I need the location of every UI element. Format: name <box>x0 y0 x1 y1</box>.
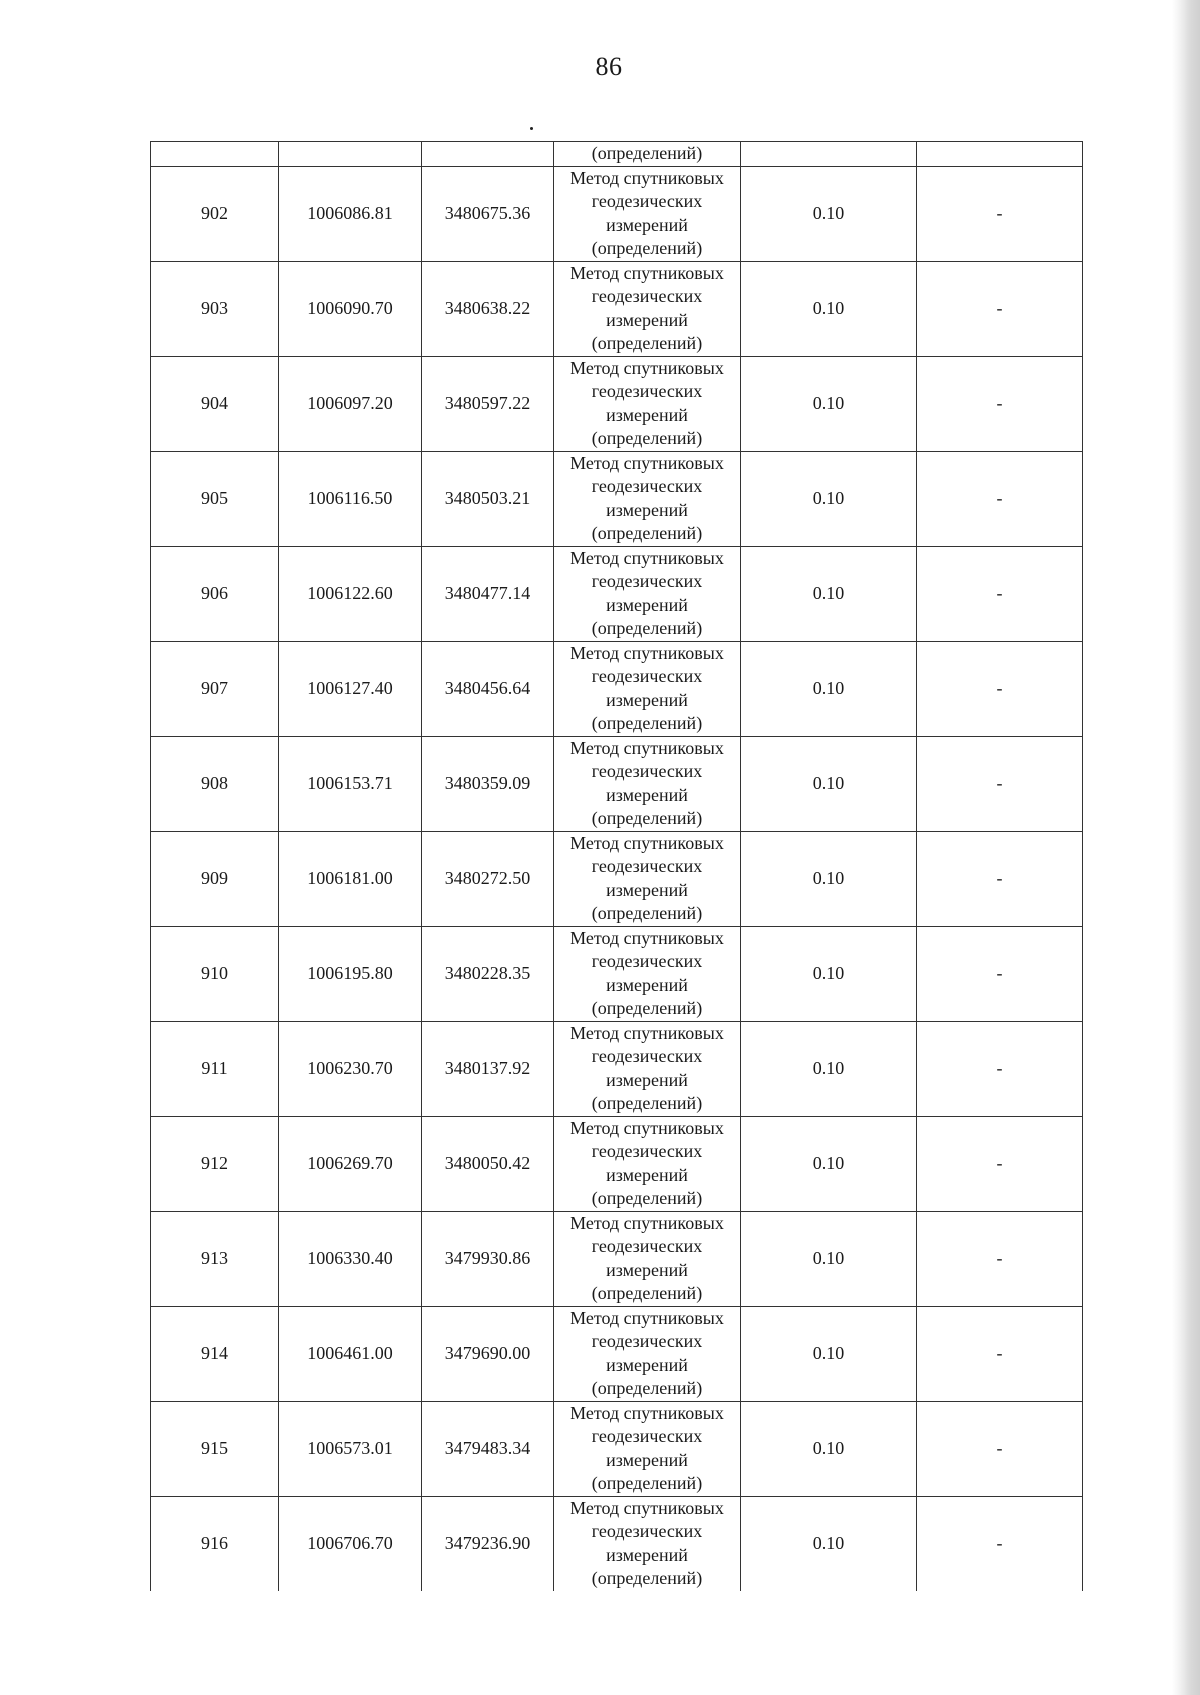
method-cell <box>554 641 741 736</box>
precision-cell: 0.10 <box>741 1401 917 1496</box>
x-coordinate-cell: 1006097.20 <box>279 356 422 451</box>
note-cell <box>917 142 1083 167</box>
method-line: измерений <box>606 1164 688 1185</box>
x-coordinate-cell: 1006573.01 <box>279 1401 422 1496</box>
x-coordinate-cell: 1006127.40 <box>279 641 422 736</box>
x-coordinate-cell: 1006153.71 <box>279 736 422 831</box>
method-cell <box>554 1401 741 1496</box>
note-cell: - <box>917 1116 1083 1211</box>
precision-cell: 0.10 <box>741 1116 917 1211</box>
point-id-cell: 908 <box>151 736 279 831</box>
note-cell: - <box>917 261 1083 356</box>
precision-cell: 0.10 <box>741 1306 917 1401</box>
precision-cell: 0.10 <box>741 166 917 261</box>
method-line: Метод спутниковых <box>570 452 724 473</box>
precision-cell: 0.10 <box>741 831 917 926</box>
method-line: измерений <box>606 1354 688 1375</box>
precision-cell: 0.10 <box>741 736 917 831</box>
method-line: (определений) <box>591 903 703 923</box>
x-coordinate-cell: 1006330.40 <box>279 1211 422 1306</box>
method-cell <box>554 1306 741 1401</box>
method-cell <box>554 1021 741 1116</box>
y-coordinate-cell: 3480228.35 <box>422 926 554 1021</box>
y-coordinate-cell: 3480456.64 <box>422 641 554 736</box>
note-cell: - <box>917 546 1083 641</box>
method-line: геодезических <box>591 856 703 876</box>
method-line: (определений) <box>591 618 703 638</box>
point-id-cell: 902 <box>151 166 279 261</box>
method-line: (определений) <box>591 428 703 448</box>
table-row <box>151 1306 1083 1401</box>
table-row <box>151 1401 1083 1496</box>
method-line: Метод спутниковых <box>570 167 724 188</box>
method-line: Метод спутниковых <box>570 1307 724 1328</box>
point-id-cell: 910 <box>151 926 279 1021</box>
method-line: Метод спутниковых <box>570 832 724 853</box>
point-id-cell: 906 <box>151 546 279 641</box>
table-row <box>151 166 1083 261</box>
method-line: геодезических <box>591 476 703 496</box>
method-line: измерений <box>606 1544 688 1565</box>
method-line: геодезических <box>591 761 703 781</box>
method-line: геодезических <box>591 191 703 211</box>
method-line: (определений) <box>591 1093 703 1113</box>
scan-speck <box>530 127 533 130</box>
method-line: измерений <box>606 404 688 425</box>
x-coordinate-cell: 1006461.00 <box>279 1306 422 1401</box>
table-row <box>151 546 1083 641</box>
method-line: измерений <box>606 879 688 900</box>
y-coordinate-cell: 3480675.36 <box>422 166 554 261</box>
note-cell: - <box>917 1211 1083 1306</box>
point-id-cell: 905 <box>151 451 279 546</box>
note-cell: - <box>917 1496 1083 1591</box>
point-id-cell: 916 <box>151 1496 279 1591</box>
precision-cell: 0.10 <box>741 641 917 736</box>
method-line: (определений) <box>591 523 703 543</box>
table-row <box>151 641 1083 736</box>
method-cell <box>554 831 741 926</box>
method-cell <box>554 1496 741 1591</box>
method-line: Метод спутниковых <box>570 357 724 378</box>
method-line: Метод спутниковых <box>570 1402 724 1423</box>
method-cell <box>554 926 741 1021</box>
method-line: Метод спутниковых <box>570 737 724 758</box>
method-cell <box>554 261 741 356</box>
precision-cell: 0.10 <box>741 356 917 451</box>
y-coordinate-cell <box>422 142 554 167</box>
method-line: измерений <box>606 594 688 615</box>
method-line: Метод спутниковых <box>570 1212 724 1233</box>
table-row <box>151 831 1083 926</box>
method-line: измерений <box>606 974 688 995</box>
point-id-cell: 915 <box>151 1401 279 1496</box>
table-row <box>151 1496 1083 1591</box>
y-coordinate-cell: 3479483.34 <box>422 1401 554 1496</box>
method-line: геодезических <box>591 951 703 971</box>
method-line: Метод спутниковых <box>570 642 724 663</box>
table-row <box>151 1021 1083 1116</box>
method-cell: (определений) <box>554 142 741 167</box>
method-line: измерений <box>606 214 688 235</box>
scan-edge-shadow <box>1172 0 1200 1695</box>
method-line: геодезических <box>591 1521 703 1541</box>
method-line: Метод спутниковых <box>570 1117 724 1138</box>
point-id-cell: 907 <box>151 641 279 736</box>
note-cell: - <box>917 356 1083 451</box>
note-cell: - <box>917 831 1083 926</box>
method-line: (определений) <box>591 1378 703 1398</box>
x-coordinate-cell: 1006090.70 <box>279 261 422 356</box>
method-line: (определений) <box>591 998 703 1018</box>
method-line: геодезических <box>591 1426 703 1446</box>
point-id-cell <box>151 142 279 167</box>
method-cell <box>554 1211 741 1306</box>
table-row <box>151 356 1083 451</box>
coordinates-table <box>150 141 1083 1591</box>
method-line: (определений) <box>591 1473 703 1493</box>
method-line: Метод спутниковых <box>570 927 724 948</box>
table-row <box>151 1116 1083 1211</box>
y-coordinate-cell: 3480638.22 <box>422 261 554 356</box>
method-line: измерений <box>606 309 688 330</box>
x-coordinate-cell: 1006195.80 <box>279 926 422 1021</box>
x-coordinate-cell: 1006706.70 <box>279 1496 422 1591</box>
y-coordinate-cell: 3480359.09 <box>422 736 554 831</box>
table-row <box>151 1211 1083 1306</box>
y-coordinate-cell: 3479690.00 <box>422 1306 554 1401</box>
x-coordinate-cell: 1006122.60 <box>279 546 422 641</box>
method-line: измерений <box>606 499 688 520</box>
point-id-cell: 911 <box>151 1021 279 1116</box>
x-coordinate-cell: 1006116.50 <box>279 451 422 546</box>
x-coordinate-cell: 1006181.00 <box>279 831 422 926</box>
note-cell: - <box>917 1401 1083 1496</box>
precision-cell: 0.10 <box>741 1496 917 1591</box>
point-id-cell: 909 <box>151 831 279 926</box>
method-cell <box>554 546 741 641</box>
point-id-cell: 914 <box>151 1306 279 1401</box>
method-cell <box>554 356 741 451</box>
precision-cell: 0.10 <box>741 451 917 546</box>
method-line: измерений <box>606 784 688 805</box>
method-line: геодезических <box>591 1141 703 1161</box>
method-line: (определений) <box>591 808 703 828</box>
method-line: (определений) <box>591 1568 703 1588</box>
method-line: измерений <box>606 689 688 710</box>
method-line: (определений) <box>591 333 703 353</box>
method-line: геодезических <box>591 381 703 401</box>
point-id-cell: 904 <box>151 356 279 451</box>
y-coordinate-cell: 3480137.92 <box>422 1021 554 1116</box>
precision-cell <box>741 142 917 167</box>
method-line: геодезических <box>591 666 703 686</box>
method-line: геодезических <box>591 1046 703 1066</box>
note-cell: - <box>917 451 1083 546</box>
x-coordinate-cell: 1006086.81 <box>279 166 422 261</box>
note-cell: - <box>917 1021 1083 1116</box>
method-line: Метод спутниковых <box>570 262 724 283</box>
y-coordinate-cell: 3480503.21 <box>422 451 554 546</box>
x-coordinate-cell: 1006230.70 <box>279 1021 422 1116</box>
table-row <box>151 261 1083 356</box>
method-line: измерений <box>606 1449 688 1470</box>
y-coordinate-cell: 3480597.22 <box>422 356 554 451</box>
method-line: (определений) <box>591 238 703 258</box>
table-row <box>151 736 1083 831</box>
method-line: Метод спутниковых <box>570 1022 724 1043</box>
method-cell <box>554 166 741 261</box>
method-cell <box>554 1116 741 1211</box>
point-id-cell: 903 <box>151 261 279 356</box>
y-coordinate-cell: 3480477.14 <box>422 546 554 641</box>
precision-cell: 0.10 <box>741 546 917 641</box>
table-row <box>151 926 1083 1021</box>
x-coordinate-cell <box>279 142 422 167</box>
method-line: геодезических <box>591 1236 703 1256</box>
y-coordinate-cell: 3480272.50 <box>422 831 554 926</box>
method-line: Метод спутниковых <box>570 1497 724 1518</box>
note-cell: - <box>917 926 1083 1021</box>
method-line: геодезических <box>591 1331 703 1351</box>
method-line: (определений) <box>591 1283 703 1303</box>
table-row <box>151 451 1083 546</box>
precision-cell: 0.10 <box>741 1211 917 1306</box>
precision-cell: 0.10 <box>741 926 917 1021</box>
method-line: измерений <box>606 1069 688 1090</box>
point-id-cell: 913 <box>151 1211 279 1306</box>
coordinates-table-body <box>151 142 1083 1591</box>
method-line: (определений) <box>591 713 703 733</box>
y-coordinate-cell: 3479236.90 <box>422 1496 554 1591</box>
method-line: геодезических <box>591 286 703 306</box>
page-number: 86 <box>595 52 623 81</box>
note-cell: - <box>917 736 1083 831</box>
note-cell: - <box>917 1306 1083 1401</box>
precision-cell: 0.10 <box>741 261 917 356</box>
method-line: Метод спутниковых <box>570 547 724 568</box>
y-coordinate-cell: 3480050.42 <box>422 1116 554 1211</box>
x-coordinate-cell: 1006269.70 <box>279 1116 422 1211</box>
precision-cell: 0.10 <box>741 1021 917 1116</box>
note-cell: - <box>917 641 1083 736</box>
method-line: геодезических <box>591 571 703 591</box>
method-cell <box>554 451 741 546</box>
method-cell <box>554 736 741 831</box>
point-id-cell: 912 <box>151 1116 279 1211</box>
y-coordinate-cell: 3479930.86 <box>422 1211 554 1306</box>
note-cell: - <box>917 166 1083 261</box>
method-line: (определений) <box>591 1188 703 1208</box>
method-line: измерений <box>606 1259 688 1280</box>
continued-row <box>151 142 1083 167</box>
